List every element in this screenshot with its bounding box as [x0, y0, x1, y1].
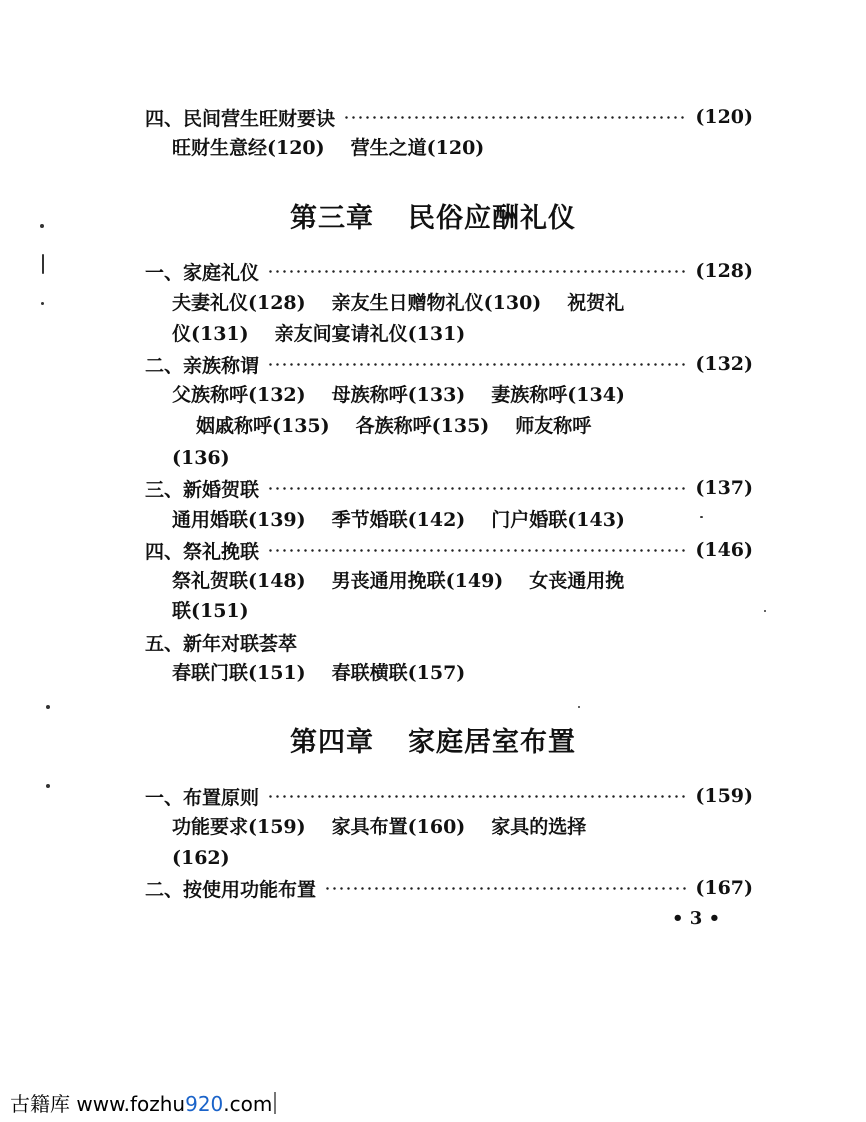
toc-subitems	[172, 134, 484, 162]
toc-subitems	[172, 320, 465, 348]
chapter-title: 家庭居室布置	[408, 727, 576, 758]
toc-subitem: 亲友生日赠物礼仪(130)	[331, 292, 542, 314]
toc-entry	[145, 875, 753, 901]
page-number: • 3 •	[672, 908, 721, 929]
toc-subitem: 季节婚联(142)	[331, 509, 466, 531]
scan-edge-line	[274, 1092, 276, 1114]
toc-entry-page: (128)	[695, 260, 753, 282]
scan-speck	[764, 610, 766, 612]
toc-subitems	[172, 597, 249, 625]
scan-speck	[578, 706, 580, 708]
scan-speck	[40, 224, 44, 228]
chapter-heading	[0, 720, 866, 759]
toc-entry-page: (146)	[695, 539, 753, 561]
toc-subitem: 各族称呼(135)	[355, 415, 490, 437]
toc-subitems	[172, 844, 230, 872]
scan-speck	[700, 516, 703, 518]
toc-subitem: 亲友间宴请礼仪(131)	[274, 323, 466, 345]
toc-subitems	[172, 381, 625, 409]
toc-subitems	[172, 289, 624, 317]
toc-entry-page: (167)	[695, 877, 753, 899]
toc-subitem: 联(151)	[172, 600, 249, 622]
toc-subitem: 仪(131)	[172, 323, 249, 345]
site-watermark	[10, 1088, 272, 1117]
toc-entry-title: 四、祭礼挽联	[145, 540, 260, 563]
toc-entry-page: (159)	[695, 785, 753, 807]
toc-subitem: 姻戚称呼(135)	[196, 415, 330, 437]
toc-subitem: 家具的选择	[491, 816, 587, 838]
toc-subitem: 母族称呼(133)	[331, 384, 466, 406]
toc-subitem: 营生之道(120)	[350, 137, 485, 159]
dot-leader	[267, 795, 687, 798]
toc-subitem: 师友称呼	[515, 415, 592, 437]
watermark-url: www.fozhu920.com	[76, 1092, 273, 1116]
toc-entry	[145, 537, 753, 563]
toc-subitem: 女丧通用挽	[529, 570, 625, 592]
toc-subitem: 妻族称呼(134)	[491, 384, 625, 406]
toc-subitems	[172, 813, 586, 841]
dot-leader	[343, 116, 687, 119]
toc-entry-title: 二、亲族称谓	[145, 354, 260, 377]
scan-speck	[46, 784, 50, 788]
chapter-label: 第四章	[290, 727, 374, 758]
dot-leader	[267, 270, 687, 273]
toc-subitem: (136)	[172, 447, 230, 469]
toc-entry-title: 四、民间营生旺财要诀	[145, 107, 336, 130]
dot-leader	[267, 549, 687, 552]
toc-subitem: 祝贺礼	[567, 292, 625, 314]
toc-entry-title: 三、新婚贺联	[145, 478, 260, 501]
toc-subitems	[172, 567, 624, 595]
toc-subitems	[172, 444, 230, 472]
scan-speck	[42, 254, 44, 274]
toc-entry-title: 一、家庭礼仪	[145, 261, 260, 284]
toc-subitem: 门户婚联(143)	[491, 509, 625, 531]
toc-entry	[145, 629, 753, 655]
toc-subitem: 旺财生意经(120)	[172, 137, 325, 159]
toc-entry	[145, 104, 753, 130]
toc-subitem: 功能要求(159)	[172, 816, 306, 838]
scan-speck	[41, 302, 44, 305]
toc-entry	[145, 783, 753, 809]
dot-leader	[324, 887, 687, 890]
chapter-heading	[0, 196, 866, 235]
toc-entry-page: (120)	[695, 106, 753, 128]
dot-leader	[267, 487, 687, 490]
toc-subitem: 男丧通用挽联(149)	[331, 570, 504, 592]
toc-subitem: 夫妻礼仪(128)	[172, 292, 306, 314]
toc-entry	[145, 351, 753, 377]
chapter-title: 民俗应酬礼仪	[408, 203, 576, 234]
toc-entry-page: (137)	[695, 477, 753, 499]
toc-subitem: 通用婚联(139)	[172, 509, 306, 531]
toc-entry-title: 一、布置原则	[145, 786, 260, 809]
dot-leader	[267, 363, 687, 366]
toc-subitem: 家具布置(160)	[331, 816, 466, 838]
toc-subitem: 祭礼贺联(148)	[172, 570, 306, 592]
scan-speck	[46, 705, 50, 709]
watermark-site-name: 古籍库	[10, 1092, 70, 1116]
toc-entry-page: (132)	[695, 353, 753, 375]
toc-subitem: (162)	[172, 847, 230, 869]
chapter-label: 第三章	[290, 203, 374, 234]
toc-subitem: 父族称呼(132)	[172, 384, 306, 406]
toc-subitem: 春联门联(151)	[172, 662, 306, 684]
toc-entry-title: 二、按使用功能布置	[145, 878, 317, 901]
toc-subitems	[172, 659, 465, 687]
toc-entry	[145, 258, 753, 284]
toc-entry-title: 五、新年对联荟萃	[145, 632, 298, 655]
toc-subitems	[196, 412, 591, 440]
toc-subitem: 春联横联(157)	[331, 662, 466, 684]
toc-subitems	[172, 506, 625, 534]
toc-entry	[145, 475, 753, 501]
